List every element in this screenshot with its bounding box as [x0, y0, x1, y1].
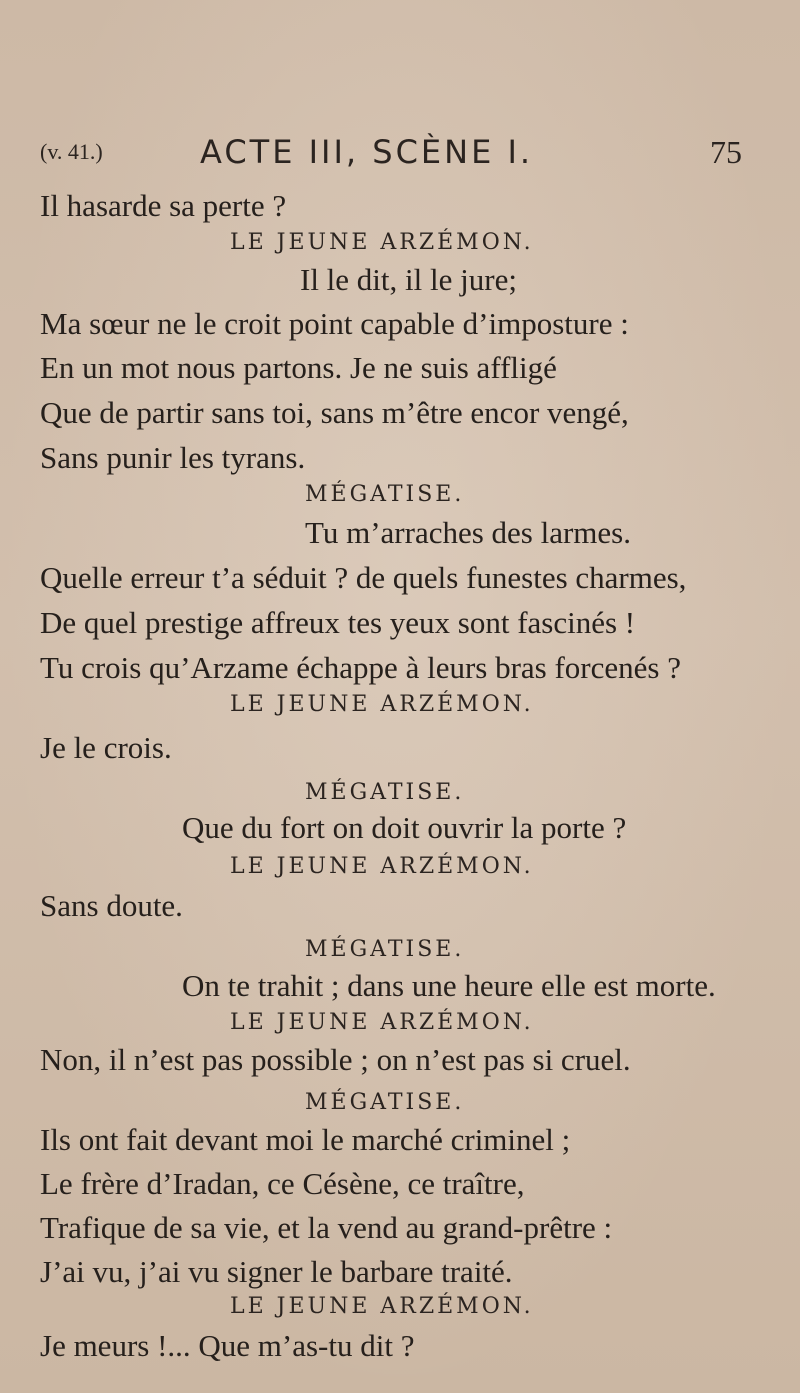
verse-line: De quel prestige affreux tes yeux sont fascinés !	[40, 605, 636, 640]
verse-line: Le frère d’Iradan, ce Césène, ce traître,	[40, 1166, 525, 1201]
verse-line: Que du fort on doit ouvrir la porte ?	[182, 810, 627, 845]
speaker-name: LE JEUNE ARZÉMON.	[230, 1010, 534, 1035]
verse-line: Que de partir sans toi, sans m’être encor vengé,	[40, 395, 629, 430]
speaker-name: LE JEUNE ARZÉMON.	[230, 692, 534, 717]
speaker-name: LE JEUNE ARZÉMON.	[230, 854, 534, 879]
verse-line: Non, il n’est pas possible ; on n’est pas si cruel.	[40, 1042, 631, 1077]
speaker-name: MÉGATISE.	[305, 482, 465, 507]
verse-line: Je meurs !... Que m’as-tu dit ?	[40, 1328, 415, 1363]
speaker-name: MÉGATISE.	[305, 1090, 465, 1115]
page-number: 75	[710, 134, 742, 170]
verse-line: Ils ont fait devant moi le marché criminel ;	[40, 1122, 571, 1157]
verse-line: Je le crois.	[40, 730, 172, 765]
verse-line: Tu m’arraches des larmes.	[305, 515, 631, 550]
verse-line: Sans punir les tyrans.	[40, 440, 306, 475]
verse-line: Ma sœur ne le croit point capable d’imposture :	[40, 306, 629, 341]
verse-line: Tu crois qu’Arzame échappe à leurs bras forcenés ?	[40, 650, 681, 685]
speaker-name: LE JEUNE ARZÉMON.	[230, 230, 534, 255]
verse-line: On te trahit ; dans une heure elle est morte.	[182, 968, 716, 1003]
verse-line: En un mot nous partons. Je ne suis affligé	[40, 350, 557, 385]
verse-line: Il hasarde sa perte ?	[40, 188, 287, 223]
verse-line: Sans doute.	[40, 888, 183, 923]
speaker-name: MÉGATISE.	[305, 780, 465, 805]
verse-line: Trafique de sa vie, et la vend au grand-prêtre :	[40, 1210, 613, 1245]
verse-line: Quelle erreur t’a séduit ? de quels funestes charmes,	[40, 560, 687, 595]
verse-line: J’ai vu, j’ai vu signer le barbare traité.	[40, 1254, 513, 1289]
verse-reference: (v. 41.)	[40, 139, 103, 164]
speaker-name: MÉGATISE.	[305, 937, 465, 962]
running-title: ACTE III, SCÈNE I.	[200, 133, 534, 171]
verse-line: Il le dit, il le jure;	[300, 262, 517, 297]
speaker-name: LE JEUNE ARZÉMON.	[230, 1294, 534, 1319]
